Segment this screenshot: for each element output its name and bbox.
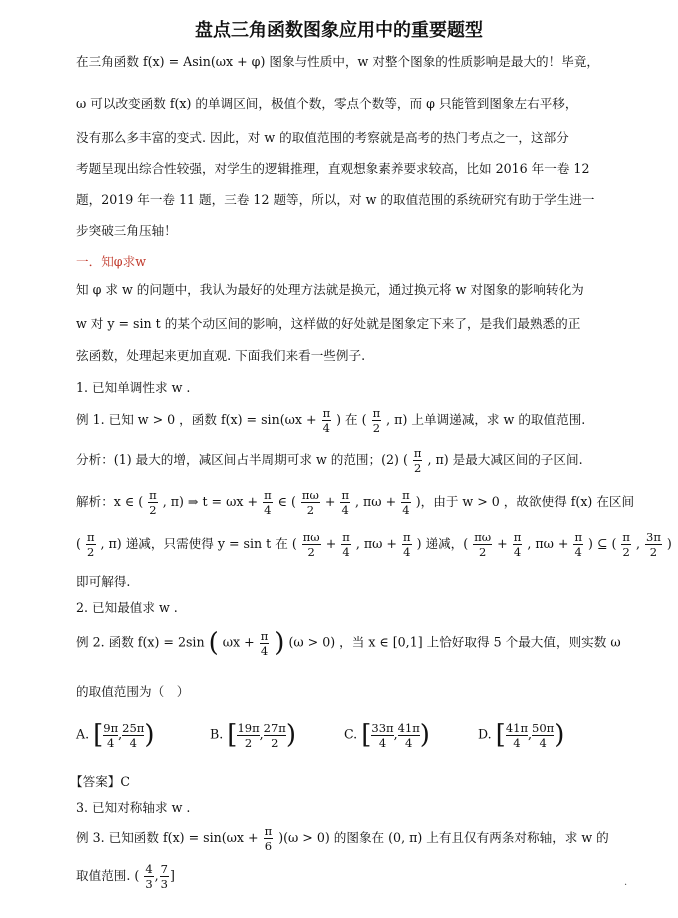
- example-1: 例 1. 已知 w > 0 ，函数 f(x) = sin(ωx + $\frac{\pi}{4}$ ) 在 ( $\frac{\pi}{2}$ , π) 上单调递减，求 w 的取值范围.: [76, 406, 586, 435]
- fraction: $\frac{\pi}{2}$: [413, 446, 422, 475]
- intro-line-2: ω 可以改变函数 f(x) 的单调区间，极值个数，零点个数等，而 φ 只能管到图象左右平移，: [76, 96, 578, 111]
- option-b[interactable]: B. [ $\frac{19\pi}{2}$ , $\frac{27\pi}{2}$ ): [210, 720, 297, 750]
- page-dot: ·: [624, 880, 628, 891]
- fraction: $\frac{\pi}{4}$: [322, 406, 331, 435]
- fraction: $\frac{\pi}{2}$: [372, 406, 381, 435]
- page-title: 盘点三角函数图象应用中的重要题型: [195, 20, 483, 41]
- option-d[interactable]: D. [ $\frac{41\pi}{4}$ , $\frac{50\pi}{4}$ ): [478, 720, 565, 750]
- option-c[interactable]: C. [ $\frac{33\pi}{4}$ , $\frac{41\pi}{4}$ ): [344, 720, 430, 750]
- intro-line-4: 考题呈现出综合性较强，对学生的逻辑推理，直观想象素养要求较高，比如 2016 年一卷 12: [76, 161, 590, 176]
- section1-line-3: 弦函数，处理起来更加直观. 下面我们来看一些例子.: [76, 348, 366, 363]
- example-3-tail: 取值范围. ( $\frac{4}{3}$ , $\frac{7}{3}$ ]: [76, 862, 175, 891]
- option-a[interactable]: A. [ $\frac{9\pi}{4}$ , $\frac{25\pi}{4}$ ): [76, 720, 155, 750]
- section1-line-1: 知 φ 求 w 的问题中，我认为最好的处理方法就是换元，通过换元将 w 对图象的影响转化为: [76, 282, 584, 297]
- subheading-1: 1. 已知单调性求 w .: [76, 380, 191, 395]
- intro-line-5: 题，2019 年一卷 11 题，三卷 12 题等，所以，对 w 的取值范围的系统研究有助于学生进一: [76, 192, 595, 207]
- example-3: 例 3. 已知函数 f(x) = sin(ωx + $\frac{\pi}{6}$ )(ω > 0) 的图象在 (0, π) 上有且仅有两条对称轴，求 w 的: [76, 824, 609, 853]
- answer-label: 【答案】C: [70, 774, 131, 789]
- subheading-2: 2. 已知最值求 w .: [76, 600, 178, 615]
- example-2-tail: 的取值范围为（ ）: [76, 684, 190, 699]
- intro-line-6: 步突破三角压轴！: [76, 223, 177, 238]
- subheading-3: 3. 已知对称轴求 w .: [76, 800, 191, 815]
- section-heading-1: 一．知φ求w: [76, 254, 146, 269]
- solution-line-2: ( $\frac{\pi}{2}$ , π) 递减，只需使得 y = sin t 在 ( $\frac{\pi\omega}{2}$ + $\frac{\pi}{4}$ , πω + $\frac{\pi}{4}$ ) 递减，( $\frac{\pi\omega}{2}$ + $\frac{\pi}{4}$ , πω + $\frac{\pi}{4}$ ) ⊆ ( $\frac{\pi}{2}$ , $\frac{3\pi}{2}$ ): [76, 530, 672, 559]
- section1-line-2: w 对 y = sin t 的某个动区间的影响，这样做的好处就是图象定下来了，是我们最熟悉的正: [76, 316, 581, 331]
- solution-line-3: 即可解得.: [76, 574, 131, 589]
- intro-line-3: 没有那么多丰富的变式. 因此，对 w 的取值范围的考察就是高考的热门考点之一，这部分: [76, 130, 569, 145]
- intro-line-1: 在三角函数 f(x) = Asin(ωx + φ) 图象与性质中，w 对整个图象的性质影响是最大的！毕竟，: [76, 54, 600, 69]
- solution-line-1: 解析：x ∈ ( $\frac{\pi}{2}$ , π) ⇒ t = ωx + $\frac{\pi}{4}$ ∈ ( $\frac{\pi\omega}{2}$ + $\frac{\pi}{4}$ , πω + $\frac{\pi}{4}$ )，由于 w > 0 ，故欲使得 f(x) 在区间: [76, 488, 635, 517]
- example-2: 例 2. 函数 f(x) = 2sin ( ωx + $\frac{\pi}{4}$ ) (ω > 0) ，当 x ∈ [0,1] 上恰好取得 5 个最大值，则实数 ω: [76, 628, 621, 658]
- analysis-line: 分析：(1) 最大的增，减区间占半周期可求 w 的范围；(2) ( $\frac{\pi}{2}$ , π) 是最大减区间的子区间.: [76, 446, 583, 475]
